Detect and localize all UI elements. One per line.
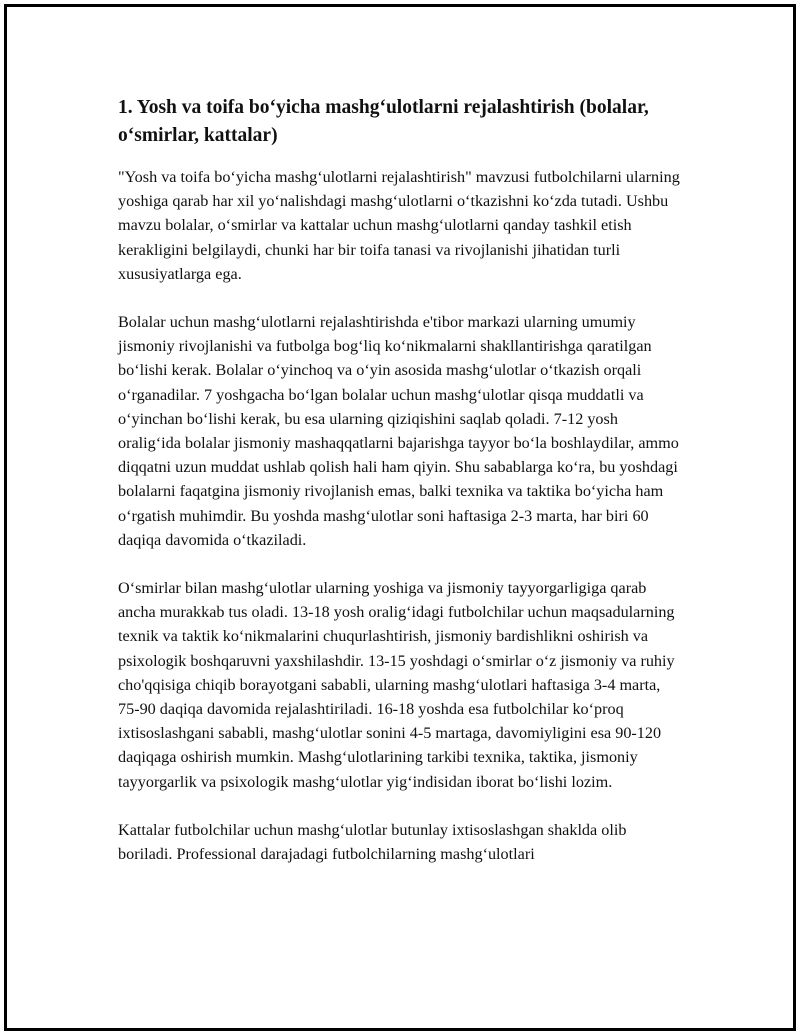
- paragraph-adults: Kattalar futbolchilar uchun mashg‘ulotlar butunlay ixtisoslashgan shaklda olib boriladi. Professional darajadagi futbolchilarning mashg‘ulotlari: [118, 820, 627, 864]
- document-body: [118, 94, 684, 890]
- paragraph-teenagers: O‘smirlar bilan mashg‘ulotlar ularning yoshiga va jismoniy tayyorgarligiga qarab ancha murakkab tus oladi. 13-18 yosh oralig‘idagi futbolchilar uchun maqsadularning texnik va taktik ko‘nikmalarini chuqurlashtirish, jismoniy bardishlikni oshirish va psixologik boshqaruvni yaxshilashdir. 13-15 yoshdagi o‘smirlar o‘z jismoniy va ruhiy cho'qqisiga chiqib borayotgani sababli, ularning mashg‘ulotlari haftasiga 3-4 marta, 75-90 daqiqa davomida rejalashtiriladi. 16-18 yoshda esa futbolchilar ko‘proq ixtisoslashgani sababli, mashg‘ulotlar sonini 4-5 martaga, davomiyligini esa 90-120 daqiqaga oshirish mumkin. Mashg‘ulotlarining tarkibi texnika, taktika, jismoniy tayyorgarlik va psixologik mashg‘ulotlar yig‘indisidan iborat bo‘lishi lozim.: [118, 579, 675, 791]
- paragraph-children: Bolalar uchun mashg‘ulotlarni rejalashtirishda e'tibor markazi ularning umumiy jismoniy rivojlanishi va futbolga bog‘liq ko‘nikmalarni shakllantirishga qaratilgan bo‘lishi kerak. Bolalar o‘yinchoq va o‘yin asosida mashg‘ulotlar o‘tkazish orqali o‘rganadilar. 7 yoshgacha bo‘lgan bolalar uchun mashg‘ulotlar qisqa muddatli va o‘yinchan bo‘lishi kerak, bu esa ularning qiziqishini saqlab qoladi. 7-12 yosh oralig‘ida bolalar jismoniy mashaqqatlarni bajarishga tayyor bo‘la boshlaydilar, ammo diqqatni uzun muddat ushlab qolish hali ham qiyin. Shu sabablarga ko‘ra, bu yoshdagi bolalarni faqatgina jismoniy rivojlanish emas, balki texnika va taktika bo‘yicha ham o‘rgatish muhimdir. Bu yoshda mashg‘ulotlar soni haftasiga 2-3 marta, har biri 60 daqiqa davomida o‘tkaziladi.: [118, 313, 679, 549]
- section-heading: 1. Yosh va toifa bo‘yicha mashg‘ulotlarni rejalashtirish (bolalar, o‘smirlar, kattalar): [118, 97, 649, 146]
- paragraph-intro: "Yosh va toifa bo‘yicha mashg‘ulotlarni rejalashtirish" mavzusi futbolchilarni ularning yoshiga qarab har xil yo‘nalishdagi mashg‘ulotlarni o‘tkazishni ko‘zda tutadi. Ushbu mavzu bolalar, o‘smirlar va kattalar uchun mashg‘ulotlarni qanday tashkil etish kerakligini belgilaydi, chunki har bir toifa tanasi va rivojlanishi jihatidan turli xususiyatlarga ega.: [118, 168, 680, 283]
